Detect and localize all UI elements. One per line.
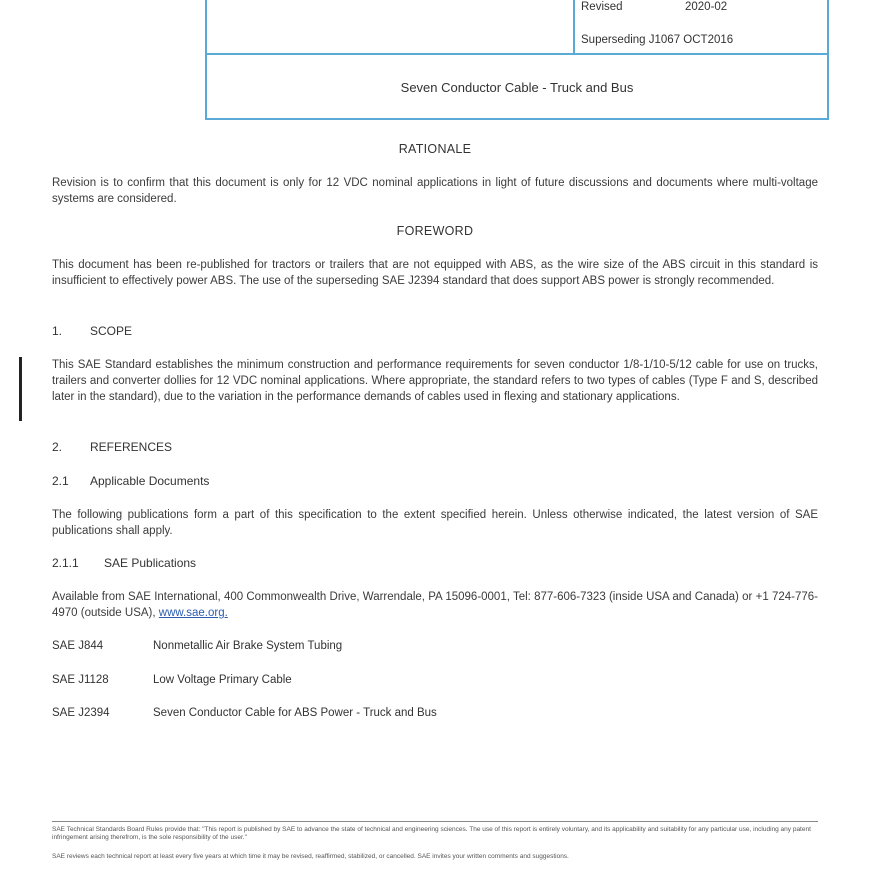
header-divider-horizontal bbox=[207, 53, 827, 55]
reference-item bbox=[52, 674, 292, 686]
reference-item bbox=[52, 640, 342, 652]
scope-text: This SAE Standard establishes the minimum construction and performance requirements for seven conductor 1/8-1/10-5/12 cable for use on trucks, trailers and converter dollies for 12 VDC nominal applications. Where appropriate, the standard refers to two types of cables (Type F and S, described later in the standard), due to the variation in the performance demands of cables used in flexing and stationary applications. bbox=[52, 359, 818, 403]
applicable-documents-text: The following publications form a part of this specification to the extent specified herein. Unless otherwise indicated, the latest version of SAE publications shall apply. bbox=[52, 509, 818, 537]
reference-title: Seven Conductor Cable for ABS Power - Truck and Bus bbox=[153, 707, 437, 719]
revised-date: 2020-02 bbox=[685, 1, 728, 13]
applicable-documents-title: Applicable Documents bbox=[90, 474, 210, 488]
document-title: Seven Conductor Cable - Truck and Bus bbox=[400, 80, 634, 95]
scope-title: SCOPE bbox=[90, 324, 133, 338]
foreword-text: This document has been re-published for tractors or trailers that are not equipped with ABS, as the wire size of the ABS circuit in this standard is insufficient to effectively power ABS. The use of the superseding SAE J2394 standard that does support ABS power is strongly recommended. bbox=[52, 259, 818, 287]
rationale-text: Revision is to confirm that this document is only for 12 VDC nominal applications in light of future discussions and documents where multi-voltage systems are considered. bbox=[52, 177, 818, 205]
scope-number: 1. bbox=[52, 324, 63, 338]
footer-rule bbox=[52, 821, 818, 822]
references-heading bbox=[52, 440, 172, 454]
sae-address-text: Available from SAE International, 400 Commonwealth Drive, Warrendale, PA 15096-0001, Tel: 877-606-7323 (inside USA and Canada) or +1 724-776-4970 (outside USA), bbox=[52, 591, 818, 619]
reference-title: Low Voltage Primary Cable bbox=[153, 674, 292, 686]
sae-publications-title: SAE Publications bbox=[104, 556, 197, 570]
rationale-heading: RATIONALE bbox=[398, 142, 472, 156]
reference-item bbox=[52, 707, 437, 719]
footer-review-note: SAE reviews each technical report at least every five years at which time it may be revised, reaffirmed, stabilized, or cancelled. SAE invites your written comments and suggestions. bbox=[52, 853, 569, 860]
header-divider-vertical bbox=[573, 0, 575, 54]
sae-publications-text bbox=[52, 589, 818, 621]
reference-title: Nonmetallic Air Brake System Tubing bbox=[153, 640, 343, 652]
revision-change-bar bbox=[19, 357, 22, 421]
reference-code: SAE J2394 bbox=[52, 707, 110, 719]
scope-heading bbox=[52, 324, 132, 338]
applicable-documents-heading bbox=[52, 474, 209, 488]
applicable-documents-number: 2.1 bbox=[52, 474, 69, 488]
superseding-text: Superseding J1067 OCT2016 bbox=[581, 34, 734, 46]
sae-publications-number: 2.1.1 bbox=[52, 556, 79, 570]
references-title: REFERENCES bbox=[90, 440, 173, 454]
revised-label: Revised bbox=[581, 1, 623, 13]
reference-code: SAE J844 bbox=[52, 640, 104, 652]
footer-disclaimer: SAE Technical Standards Board Rules provide that: "This report is published by SAE to advance the state of technical and engineering sciences. The use of this report is entirely voluntary, and its applicability and suitability for any particular use, including any patent infringement arising therefrom, is the sole responsibility of the user." bbox=[52, 826, 811, 841]
reference-code: SAE J1128 bbox=[52, 674, 109, 686]
sae-publications-heading bbox=[52, 556, 196, 570]
sae-website-link[interactable]: www.sae.org. bbox=[158, 607, 228, 619]
references-number: 2. bbox=[52, 440, 63, 454]
document-header-box bbox=[205, 0, 829, 120]
foreword-heading: FOREWORD bbox=[396, 224, 474, 238]
